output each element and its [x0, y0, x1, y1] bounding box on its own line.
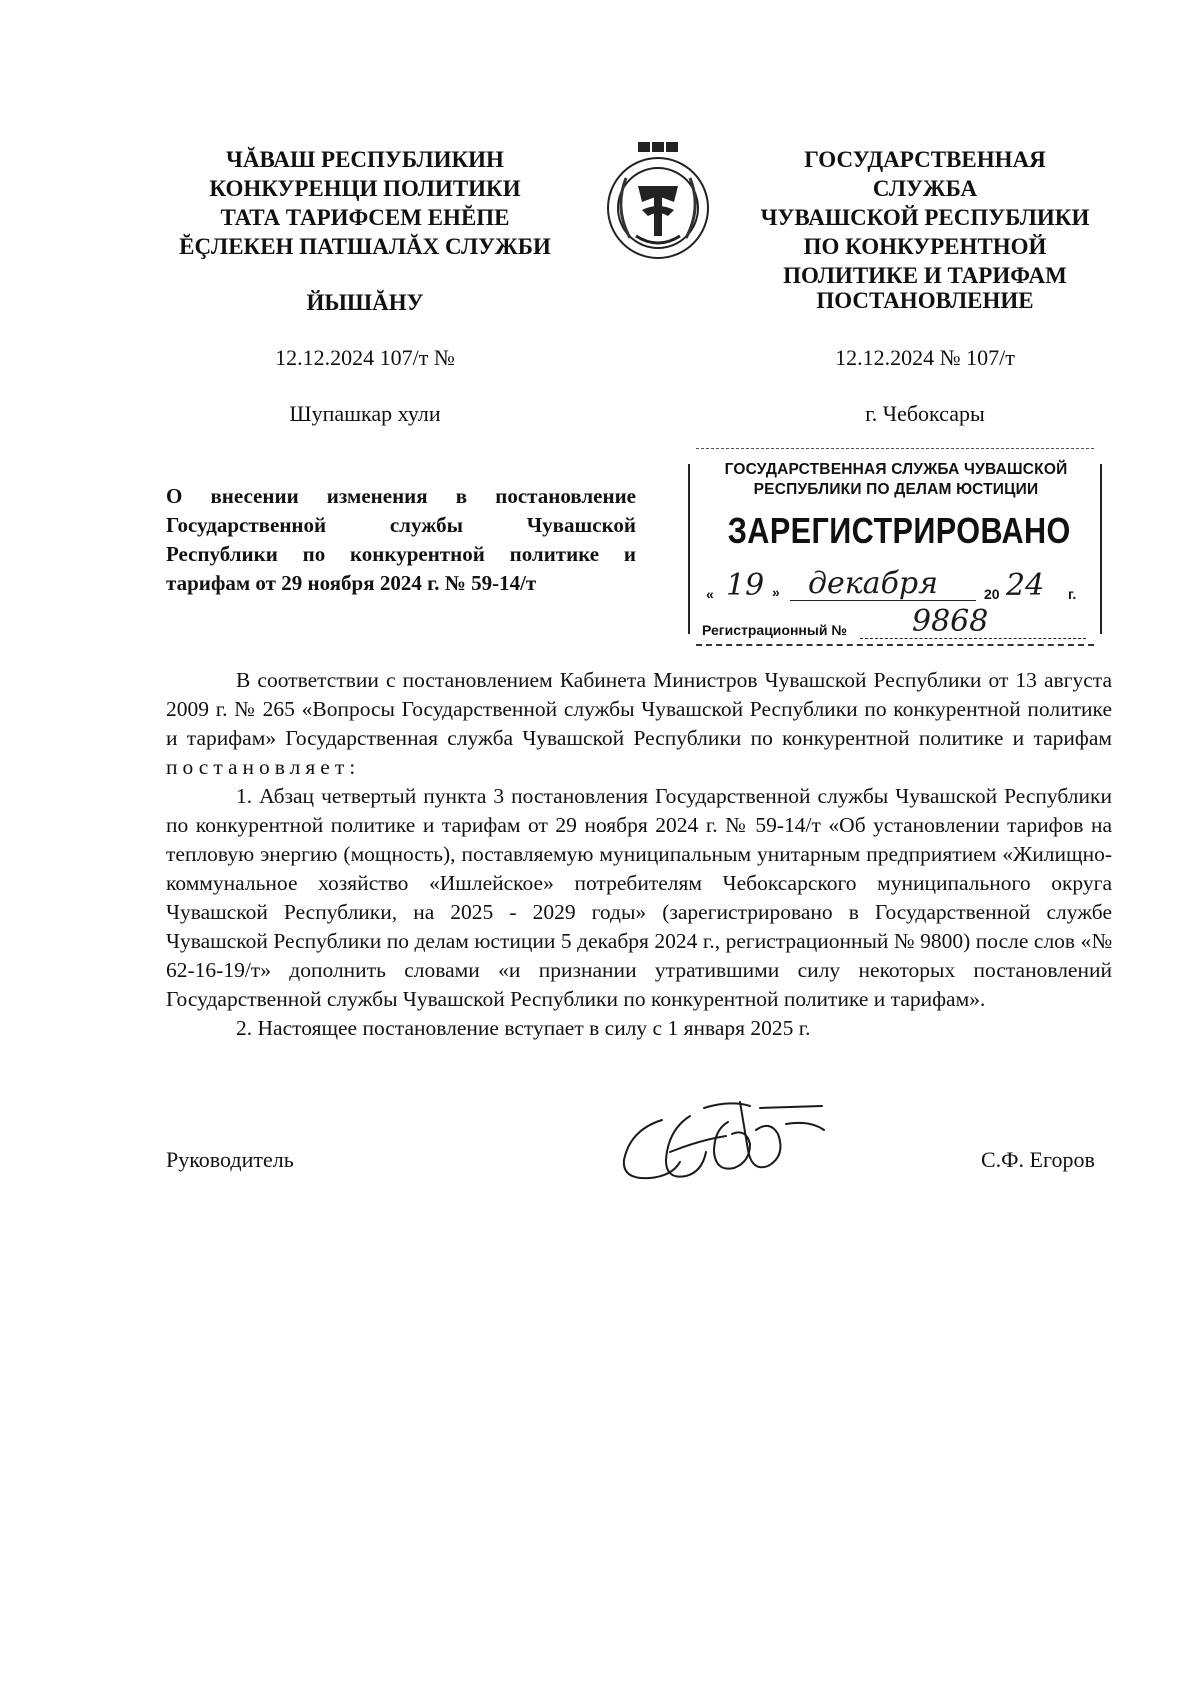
stamp-org-line: РЕСПУБЛИКИ ПО ДЕЛАМ ЮСТИЦИИ [753, 481, 1039, 498]
doc-number-chuvash: 12.12.2024 107/т № [275, 345, 455, 370]
header-chuvash-org [150, 145, 580, 261]
subject-line: Республики по конкурентной политике и [166, 542, 636, 566]
signatory-name: С.Ф. Егоров [981, 1147, 1095, 1172]
stamp-border [688, 464, 690, 634]
stamp-registration [702, 604, 1092, 644]
document-body [166, 666, 1112, 1043]
stamp-border [1100, 464, 1102, 634]
body-paragraph-text: : [349, 755, 356, 779]
document-subject [166, 482, 636, 598]
subject-line: тарифам от 29 ноября 2024 г. № 59-14/т [166, 571, 537, 595]
header-chuvash-line: ĔÇЛЕКЕН ПАТШАЛĂХ СЛУЖБИ [179, 234, 551, 259]
subject-line: Государственной службы Чувашской [166, 513, 636, 537]
stamp-date [698, 568, 1098, 608]
stamp-month: декабря [808, 566, 938, 601]
header-russian-line: ЧУВАШСКОЙ РЕСПУБЛИКИ [760, 205, 1090, 230]
body-paragraph: 2. Настоящее постановление вступает в силу с 1 января 2025 г. [236, 1016, 811, 1040]
signatory-role: Руководитель [166, 1147, 294, 1172]
stamp-open-quote: « [706, 586, 714, 602]
stamp-day: 19 [726, 568, 765, 603]
stamp-year-suffix: 24 [1006, 568, 1045, 603]
decree-verb: постановляет [166, 755, 350, 779]
city-chuvash: Шупашкар хули [289, 401, 441, 426]
doc-kind-chuvash: ЙЫШĂНУ [306, 290, 424, 315]
stamp-year-unit: г. [1068, 586, 1077, 602]
stamp-year-prefix: 20 [984, 586, 1000, 602]
header-chuvash-line: КОНКУРЕНЦИ ПОЛИТИКИ [209, 176, 521, 201]
stamp-close-quote: » [772, 584, 780, 600]
stamp-reg-label: Регистрационный № [702, 622, 847, 638]
stamp-title: ЗАРЕГИСТРИРОВАНО [727, 510, 1071, 551]
header-russian-org [735, 145, 1115, 290]
header-russian-line: ПОЛИТИКЕ И ТАРИФАМ [783, 263, 1067, 288]
doc-kind-russian: ПОСТАНОВЛЕНИЕ [816, 288, 1034, 313]
stamp-org-line: ГОСУДАРСТВЕННАЯ СЛУЖБА ЧУВАШСКОЙ [724, 461, 1068, 478]
header-russian-line: ГОСУДАРСТВЕННАЯ [804, 147, 1046, 172]
handwritten-signature [610, 1090, 830, 1200]
header-chuvash-line: ТАТА ТАРИФСЕМ ЕНĔПЕ [220, 205, 510, 230]
doc-number-russian: 12.12.2024 № 107/т [835, 345, 1015, 370]
registration-stamp [688, 446, 1102, 646]
stamp-border [696, 448, 1094, 449]
header-russian-line: СЛУЖБА [872, 176, 978, 201]
city-russian: г. Чебоксары [865, 401, 985, 426]
stamp-border [696, 644, 1094, 646]
coat-of-arms-icon [596, 138, 720, 264]
body-paragraph [166, 666, 1112, 782]
subject-line: О внесении изменения в постановление [166, 484, 636, 508]
header-chuvash-line: ЧĂВАШ РЕСПУБЛИКИН [226, 147, 504, 172]
body-paragraph: 1. Абзац четвертый пункта 3 постановления Государственной службы Чувашской Республики по конкурентной политике и тарифам от 29 ноября 2024 г. № 59-14/т «Об установлении тарифов на тепловую энергию (мощность), поставляемую муниципальным унитарным предприятием «Жилищно-коммунальное хозяйство «Ишлейское» потребителям Чебоксарского муниципального округа Чувашской Республики, на 2025 - 2029 годы» (зарегистрировано в Государственной службе Чувашской Республики по делам юстиции 5 декабря 2024 г., регистрационный № 9800) после слов «№ 62-16-19/т» дополнить словами «и признании утратившими силу некоторых постановлений Государственной службы Чувашской Республики по конкурентной политике и тарифам». [166, 784, 1112, 1011]
header-russian-line: ПО КОНКУРЕНТНОЙ [803, 234, 1047, 259]
body-paragraph-text: В соответствии с постановлением Кабинета Министров Чувашской Республики от 13 августа 2009 г. № 265 «Вопросы Государственной службы Чувашской Республики по конкурентной политике и тарифам» Государственная служба Чувашской Республики по конкурентной политике и тарифам [166, 668, 1112, 750]
stamp-reg-number: 9868 [912, 604, 989, 639]
stamp-org [698, 460, 1094, 500]
